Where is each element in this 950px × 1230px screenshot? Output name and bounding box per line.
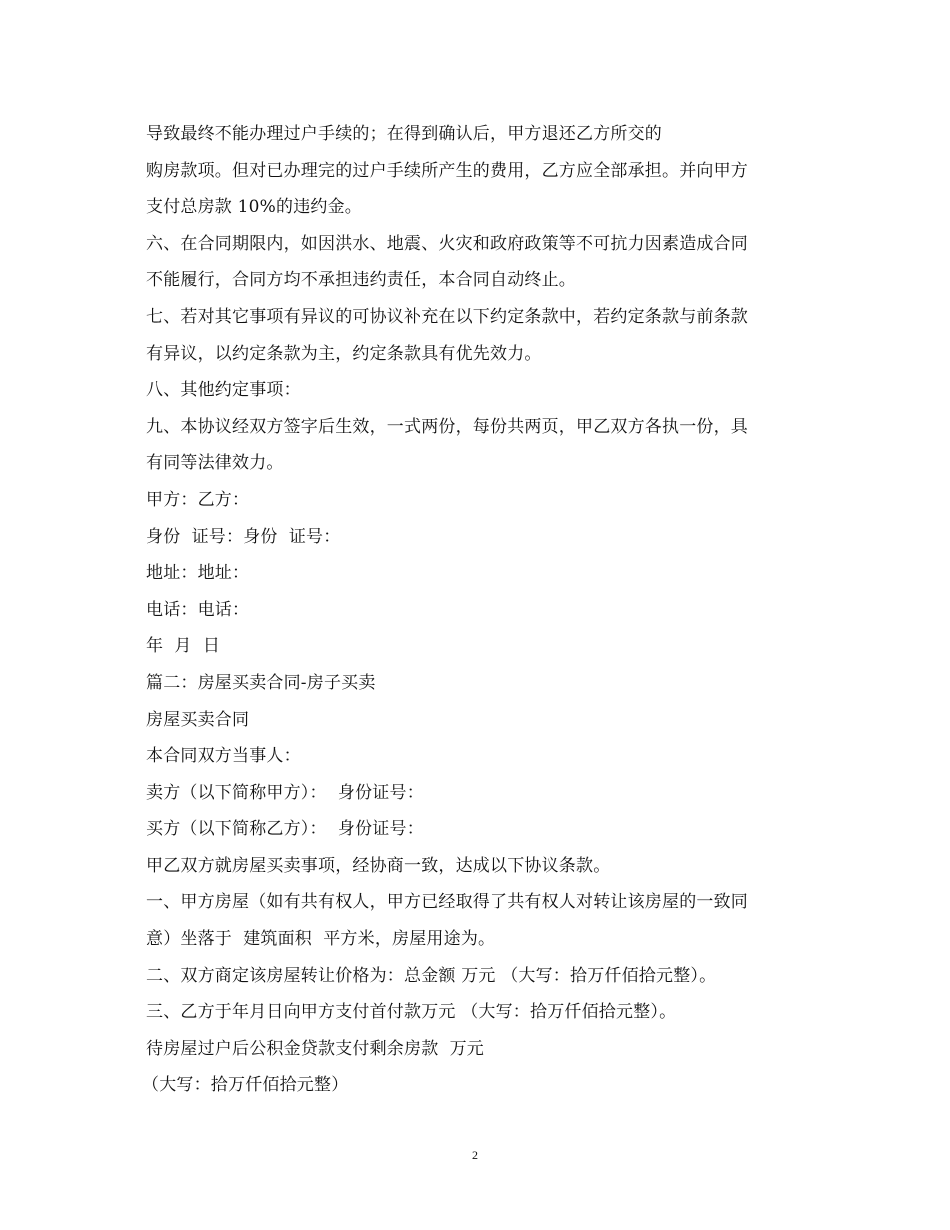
signature-id-numbers: 身份 证号：身份 证号： <box>146 526 341 547</box>
text-line: 不能履行，合同方均不承担违约责任，本合同自动终止。 <box>146 270 576 291</box>
page-number: 2 <box>472 1148 478 1162</box>
text-line: 导致最终不能办理过户手续的；在得到确认后，甲方退还乙方所交的 <box>146 124 662 144</box>
clause-6: 六、在合同期限内，如因洪水、地震、火灾和政府政策等不可抗力因素造成合同 <box>146 233 748 254</box>
text-line: 支付总房款 10%的违约金。 <box>146 197 362 218</box>
clause-3: 三、乙方于年月日向甲方支付首付款万元 （大写：拾万仟佰拾元整）。 <box>146 1002 677 1023</box>
contract-title: 房屋买卖合同 <box>146 709 250 730</box>
text-line: 有异议，以约定条款为主，约定条款具有优先效力。 <box>146 343 542 364</box>
seller-line: 卖方（以下简称甲方）： 身份证号： <box>146 782 424 803</box>
signature-parties: 甲方：乙方： <box>146 489 250 510</box>
clause-1: 一、甲方房屋（如有共有权人，甲方已经取得了共有权人对转让该房屋的一致同 <box>146 892 748 913</box>
clause-2: 二、双方商定该房屋转让价格为：总金额 万元 （大写：拾万仟佰拾元整）。 <box>146 965 717 986</box>
clause-8: 八、其他约定事项： <box>146 380 301 401</box>
text-line: 购房款项。但对已办理完的过户手续所产生的费用，乙方应全部承担。并向甲方 <box>146 160 748 181</box>
document-body <box>142 116 806 1104</box>
text-line: 意）坐落于 建筑面积 平方米，房屋用途为。 <box>146 929 496 950</box>
clause-7: 七、若对其它事项有异议的可协议补充在以下约定条款中，若约定条款与前条款 <box>146 306 748 327</box>
section-heading: 篇二：房屋买卖合同-房子买卖 <box>146 672 376 693</box>
text-line: 有同等法律效力。 <box>146 453 284 474</box>
parties-intro: 本合同双方当事人： <box>146 746 301 767</box>
text-line: （大写：拾万仟佰拾元整） <box>142 1075 349 1096</box>
clause-9: 九、本协议经双方签字后生效，一式两份，每份共两页，甲乙双方各执一份，具 <box>146 416 748 437</box>
agreement-intro: 甲乙双方就房屋买卖事项，经协商一致，达成以下协议条款。 <box>146 855 611 876</box>
signature-phones: 电话：电话： <box>146 599 250 620</box>
buyer-line: 买方（以下简称乙方）： 身份证号： <box>146 819 424 840</box>
text-line: 待房屋过户后公积金贷款支付剩余房款 万元 <box>146 1038 485 1059</box>
signature-date: 年 月 日 <box>146 636 221 657</box>
signature-addresses: 地址：地址： <box>146 563 250 584</box>
